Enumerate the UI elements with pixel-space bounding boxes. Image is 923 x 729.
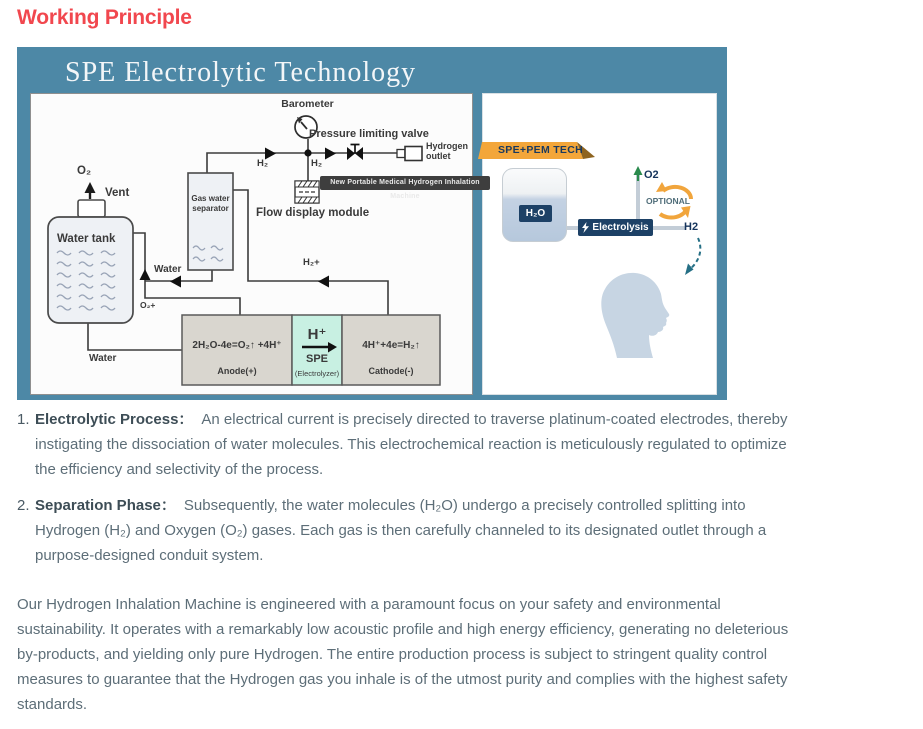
h2o-badge: H₂O xyxy=(519,205,552,222)
spe-h-plus-label: H⁺ xyxy=(307,326,327,343)
list-item xyxy=(17,407,807,482)
diagram-title: SPE Electrolytic Technology xyxy=(65,57,417,88)
o2-output-label: O2 xyxy=(644,169,659,181)
lightning-bolt-icon xyxy=(582,222,589,233)
list-number: 1. xyxy=(17,411,30,428)
flow-module-label: Flow display module xyxy=(256,207,370,219)
hydrogen-outlet-icon xyxy=(397,147,422,161)
page-title: Working Principle xyxy=(17,6,192,29)
h2-return-arrow-icon xyxy=(318,276,329,288)
list-item-body-text: An electrical current is precisely directed to traverse platinum-coated electrodes, thereby instigating the dissociation of water molecules. This electrochemical reaction is meticulously regulated to optimize the efficiency and selectivity of the process. xyxy=(35,411,788,478)
cathode-equation: 4H⁺+4e=H₂↑ xyxy=(362,340,420,351)
hydrogen-outlet-line2: outlet xyxy=(426,150,451,161)
list-item-text xyxy=(35,493,807,568)
pressure-valve-label: Pressure limiting valve xyxy=(309,128,429,140)
water-tank-label: Water tank xyxy=(57,233,116,245)
electrolyzer-sublabel: (Electrolyzer) xyxy=(294,369,340,378)
list-item-text xyxy=(35,407,807,482)
h2-pipe-label: H₂ xyxy=(311,158,323,169)
o2-up-arrow-icon xyxy=(140,269,151,280)
o2-plus-label: O₂+ xyxy=(140,300,156,310)
anode-label: Anode(+) xyxy=(217,366,257,376)
hydrogen-outlet-line1: Hydrogen xyxy=(426,141,469,151)
cathode-label: Cathode(-) xyxy=(368,366,414,376)
spe-technology-diagram xyxy=(17,47,727,400)
water-line-label: Water xyxy=(154,264,182,275)
o2-green-arrow-icon xyxy=(634,166,643,181)
h2-inhale-dashed-arrow-icon xyxy=(685,238,700,275)
description-content xyxy=(17,407,807,717)
vent-arrow-icon xyxy=(85,182,96,199)
h2-plus-label: H₂+ xyxy=(303,257,320,268)
list-item-heading: Electrolytic Process： xyxy=(35,411,194,428)
water-return-arrow-icon xyxy=(170,276,181,288)
electrolysis-label: Electrolysis xyxy=(592,222,649,233)
anode-equation: 2H₂O-4e=O₂↑ +4H⁺ xyxy=(192,340,282,351)
gas-water-separator-label: Gas water separator xyxy=(191,194,230,213)
electrolysis-box xyxy=(578,219,653,236)
h2-output-label: H2 xyxy=(684,221,699,233)
h2-pipe-label: H₂ xyxy=(257,158,269,169)
water-feed-label: Water xyxy=(89,353,117,364)
flow-arrow-icon xyxy=(325,148,336,160)
flow-display-module-icon xyxy=(295,181,319,203)
barometer-label: Barometer xyxy=(281,98,334,110)
spe-pem-banner-label: SPE+PEM TECH xyxy=(498,144,583,156)
list-item-heading: Separation Phase： xyxy=(35,497,176,514)
list-item xyxy=(17,493,807,568)
list-item-body-text: Subsequently, the water molecules (H₂O) undergo a precisely controlled splitting into Hydrogen (H₂) and Oxygen (O₂) gases. Each gas is then carefully channeled to its designated outlet through a purpose-designed conduit system. xyxy=(35,497,767,564)
vent-label: Vent xyxy=(105,187,130,199)
pipe-junction-dot xyxy=(304,149,311,156)
o2-vent-label: O₂ xyxy=(77,165,92,177)
head-silhouette xyxy=(601,273,669,358)
valve-icon xyxy=(347,145,363,161)
list-number: 2. xyxy=(17,497,30,514)
optional-label: OPTIONAL xyxy=(646,196,690,206)
water-tank-shape xyxy=(48,200,133,323)
closing-paragraph: Our Hydrogen Inhalation Machine is engineered with a paramount focus on your safety and environmental sustainability. It operates with a remarkably low acoustic profile and high energy efficiency, generating no deleterious by-products, and yielding only pure Hydrogen. The entire production process is subject to stringent quality control measures to guarantee that the Hydrogen gas you inhale is of the utmost purity and complies with the highest safety standards. xyxy=(17,596,789,713)
machine-name-badge: New Portable Medical Hydrogen Inhalation Machine xyxy=(320,176,490,190)
gas-water-separator-shape xyxy=(188,173,233,270)
hydrogen-outlet-label xyxy=(426,142,468,162)
spe-label: SPE xyxy=(305,353,328,365)
